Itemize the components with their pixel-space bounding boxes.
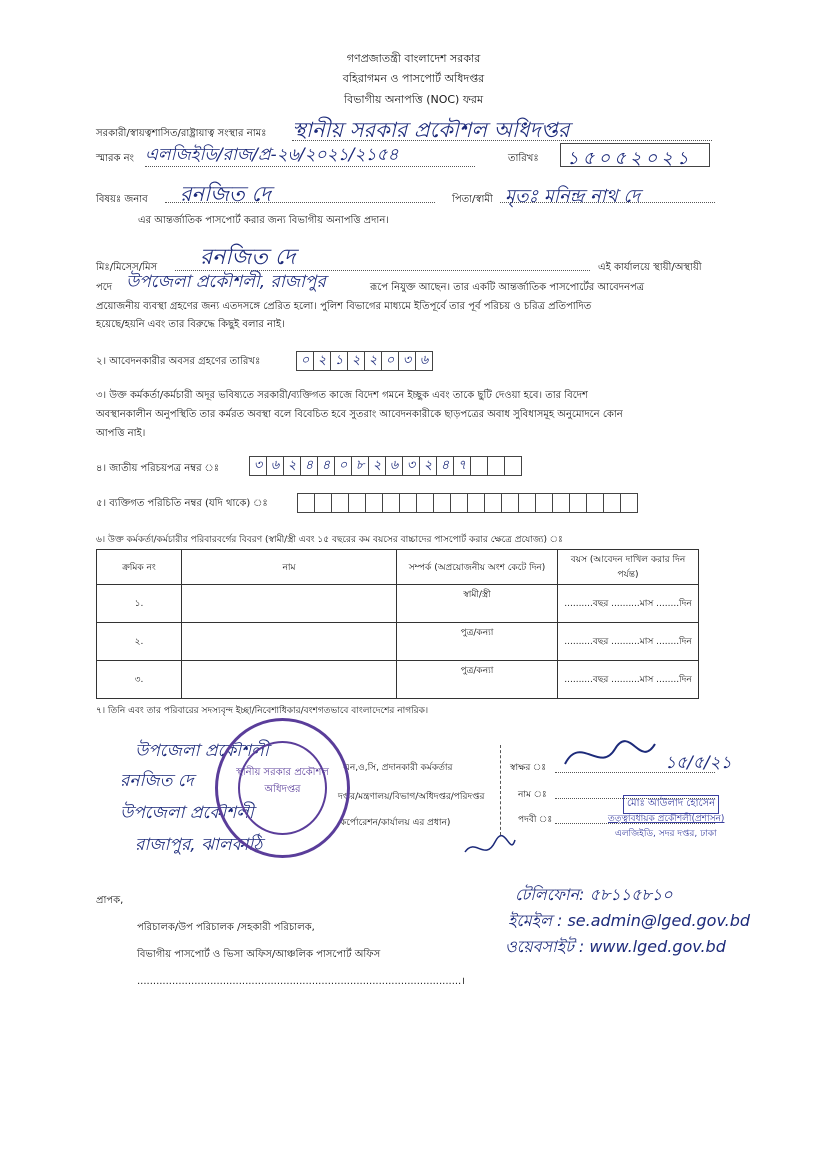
digit-box: ২: [348, 352, 365, 370]
digit-box: ২: [314, 352, 331, 370]
serial-cell: ২.: [97, 623, 182, 661]
subject-name: রনজিত দে: [180, 182, 271, 206]
memo-value: এলজিইডি/রাজ/প্র-২৬/২০২১/২১৫৪: [145, 145, 399, 165]
table-header-row: [97, 550, 699, 585]
header-line-2: বহিরাগমন ও পাসপোর্ট অধিদপ্তর: [342, 72, 485, 85]
digit-box: [536, 494, 553, 512]
digit-box: [400, 494, 417, 512]
digit-box: ০: [297, 352, 314, 370]
noc-officer-label: এন,ও,সি, প্রদানকারী কর্মকর্তার: [343, 763, 453, 773]
para1-line-4: হয়েছে/হয়নি এবং তার বিরুদ্ধে কিছুই বলার নাই।: [96, 319, 285, 330]
digit-box: ১: [331, 352, 348, 370]
personal-id-label: ৫। ব্যক্তিগত পরিচিতি নম্বর (যদি থাকে) ঃ: [96, 498, 268, 509]
digit-box: [349, 494, 366, 512]
digit-box: [417, 494, 434, 512]
para1-post-suffix: রূপে নিযুক্ত আছেন। তার একটি আন্তর্জাতিক পাসপোর্টের আবেদনপত্র: [370, 282, 645, 293]
digit-box: ২: [369, 457, 386, 475]
recipient-label: প্রাপক,: [96, 895, 124, 906]
memo-date: ১৫০৫২০২১: [560, 143, 710, 167]
family-label: ৬। উক্ত কর্মকর্তা/কর্মচারীর পরিবারবর্গের বিবরণ (স্বামী/স্ত্রী এবং ১৫ বছরের কম বয়সের বাচ্চাদের পাসপোর্ট করার ক্ষেত্রে প্রযোজ্য) ঃ: [96, 535, 563, 545]
para1-name: রনজিত দে: [200, 245, 296, 270]
col-age: বয়স (আবেদন দাখিল করার দিন পর্যন্ত): [558, 550, 699, 585]
digit-box: [502, 494, 519, 512]
recipient-line-3: ......................................................................................................।: [137, 976, 466, 987]
stamp-post: তত্ত্বাবধায়ক প্রকৌশলী(প্রশাসন): [608, 814, 725, 824]
digit-box: ৮: [352, 457, 369, 475]
signature-divider: [500, 745, 501, 835]
digit-box: ৬: [419, 353, 429, 368]
form-title: বিভাগীয় অনাপত্তি (NOC) ফরম: [343, 93, 484, 106]
col-name: নাম: [182, 550, 397, 585]
digit-box: [587, 494, 604, 512]
relation-cell: পুত্র/কন্যা: [397, 661, 558, 699]
post-label: পদবী ঃ: [518, 815, 553, 825]
age-cell: ..........বছর ..........মাস ........দিন: [558, 585, 699, 623]
digit-box: ৬: [386, 457, 403, 475]
digit-box: [332, 494, 349, 512]
contact-email: ইমেইল : se.admin@lged.gov.bd: [508, 911, 751, 930]
digit-box: [434, 494, 451, 512]
seal-text: স্থানীয় সরকার প্রকৌশল অধিদপ্তর: [236, 767, 329, 795]
handwritten-location: রাজাপুর, ঝালকাঠি: [135, 835, 263, 855]
org-label: সরকারী/স্বায়ত্বশাসিত/রাষ্ট্রায়াত্ব সংস্থার নামঃ: [96, 128, 267, 139]
digit-box: [471, 457, 488, 475]
nid-label: ৪। জাতীয় পরিচয়পত্র নম্বর ঃ: [96, 463, 220, 474]
digit-box: ৩: [250, 457, 267, 475]
digit-box: [485, 494, 502, 512]
subject-line-2: এর আন্তর্জাতিক পাসপোর্ট করার জন্য বিভাগীয় অনাপত্তি প্রদান।: [138, 215, 389, 226]
retire-date-label: ২। আবেদনকারীর অবসর গ্রহণের তারিখঃ: [96, 356, 261, 367]
contact-web: ওয়েবসাইট : www.lged.gov.bd: [505, 937, 726, 956]
handwritten-name: রনজিত দে: [120, 771, 194, 791]
recipient-line-1: পরিচালক/উপ পরিচালক /সহকারী পরিচালক,: [137, 922, 315, 933]
office-seal: [215, 718, 350, 858]
name-label: নাম ঃ: [518, 790, 547, 800]
personal-id-boxes: [297, 493, 638, 513]
org-line: [292, 140, 712, 141]
col-relation: সম্পর্ক (অপ্রয়োজনীয় অংশ কেটে দিন): [397, 550, 558, 585]
para1-prefix: মিঃ/মিসেস/মিস: [96, 262, 158, 273]
digit-box: [298, 494, 315, 512]
handwritten-post-1: উপজেলা প্রকৌশলী: [135, 741, 269, 761]
digit-box: [621, 494, 637, 512]
digit-box: ২: [284, 457, 301, 475]
digit-box: [488, 457, 505, 475]
digit-box: ২: [420, 457, 437, 475]
digit-box: [383, 494, 400, 512]
digit-box: [570, 494, 587, 512]
serial-cell: ৩.: [97, 661, 182, 699]
item3-line-3: আপত্তি নাই।: [96, 428, 146, 439]
digit-box: [519, 494, 536, 512]
digit-box: [468, 494, 485, 512]
table-row: [97, 661, 699, 699]
name-cell: [182, 661, 397, 699]
para1-suffix: এই কার্যালয়ে স্থায়ী/অস্থায়ী: [598, 262, 702, 273]
digit-box: ৪: [437, 457, 454, 475]
age-cell: ..........বছর ..........মাস ........দিন: [558, 623, 699, 661]
digit-box: [315, 494, 332, 512]
para1-post-prefix: পদে: [96, 282, 113, 293]
family-table: [96, 549, 699, 699]
recipient-line-2: বিভাগীয় পাসপোর্ট ও ভিসা অফিস/আঞ্চলিক পাসপোর্ট অফিস: [137, 949, 381, 960]
memo-label: স্মারক নং: [96, 153, 134, 164]
serial-cell: ১.: [97, 585, 182, 623]
digit-box: [366, 494, 383, 512]
age-cell: ..........বছর ..........মাস ........দিন: [558, 661, 699, 699]
table-row: [97, 623, 699, 661]
digit-box: ৪: [318, 457, 335, 475]
initial-signature: [460, 832, 520, 862]
col-serial: ক্রমিক নং: [97, 550, 182, 585]
citizenship-line: ৭। তিনি এবং তার পরিবারের সদস্যবৃন্দ ইচ্ছা/নিবেশাধিকার/বংশগতভাবে বাংলাদেশের নাগরিক।: [96, 706, 429, 716]
sign-label: স্বাক্ষর ঃ: [510, 763, 547, 773]
name-cell: [182, 623, 397, 661]
date-label: তারিখঃ: [508, 153, 539, 164]
subject-line: [165, 202, 435, 203]
digit-box: ০: [335, 457, 352, 475]
name-cell: [182, 585, 397, 623]
retire-date-boxes: [296, 351, 433, 371]
digit-box: ০: [382, 352, 399, 370]
stamp-name: মোঃ আউলাদ হোসেন: [623, 795, 719, 814]
subject-label: বিষয়ঃ জনাব: [96, 194, 148, 205]
department-label: দপ্তর/মন্ত্রণালয়/বিভাগ/অধিদপ্তর/পরিদপ্তর: [338, 792, 485, 802]
relation-cell: স্বামী/স্ত্রী: [397, 585, 558, 623]
digit-box: [451, 494, 468, 512]
office-head-label: কর্পোরেশন/কার্যালয় এর প্রধান): [340, 818, 451, 828]
father-line: [500, 202, 715, 203]
header-line-1: গণপ্রজাতন্ত্রী বাংলাদেশ সরকার: [346, 52, 481, 65]
item3-line-2: অবস্থানকালীন অনুপস্থিতি তার কর্মরত অবস্থা বলে বিবেচিত হবে সুতরাং আবেদনকারীকে ছাড়পত্রের অবাধ সুবিধাসমূহ অনুমোদনে কোন: [96, 409, 623, 420]
digit-box: [505, 457, 521, 475]
digit-box: ৪: [301, 457, 318, 475]
item3-line-1: ৩। উক্ত কর্মকর্তা/কর্মচারী অদূর ভবিষ্যতে সরকারী/ব্যক্তিগত কাজে বিদেশ গমনে ইচ্ছুক এবং তাকে ছুটি দেওয়া হবে। তার বিদেশ: [96, 390, 588, 401]
stamp-org: এলজিইডি, সদর দপ্তর, ঢাকা: [615, 829, 717, 839]
sign-date: ১৫/৫/২১: [665, 753, 732, 773]
org-value: স্থানীয় সরকার প্রকৌশল অধিদপ্তর: [292, 118, 570, 142]
digit-box: [604, 494, 621, 512]
father-label: পিতা/স্বামী: [452, 194, 493, 205]
digit-box: ৩: [403, 457, 420, 475]
signature: [560, 734, 660, 779]
father-name: মৃতঃ মনিন্দ্র নাথ দে: [505, 186, 641, 207]
contact-phone: টেলিফোন: ৫৮১১৫৮১০: [515, 885, 673, 904]
memo-line: [145, 166, 475, 167]
table-row: [97, 585, 699, 623]
digit-box: ৩: [399, 352, 416, 370]
digit-box: ২: [365, 352, 382, 370]
para1-line-3: প্রয়োজনীয় ব্যবস্থা গ্রহণের জন্য এতদসঙ্গে প্রেরিত হলো। পুলিশ বিভাগের মাধ্যমে ইতিপূর্বে তার পূর্ব পরিচয় ও চরিত্র প্রতিপাদিত: [96, 301, 592, 312]
nid-boxes: [249, 456, 522, 476]
relation-cell: পুত্র/কন্যা: [397, 623, 558, 661]
digit-box: ৬: [267, 457, 284, 475]
digit-box: [553, 494, 570, 512]
digit-box: ৭: [454, 457, 471, 475]
para1-post: উপজেলা প্রকৌশলী, রাজাপুর: [126, 272, 326, 292]
handwritten-post-2: উপজেলা প্রকৌশলী: [120, 803, 254, 823]
